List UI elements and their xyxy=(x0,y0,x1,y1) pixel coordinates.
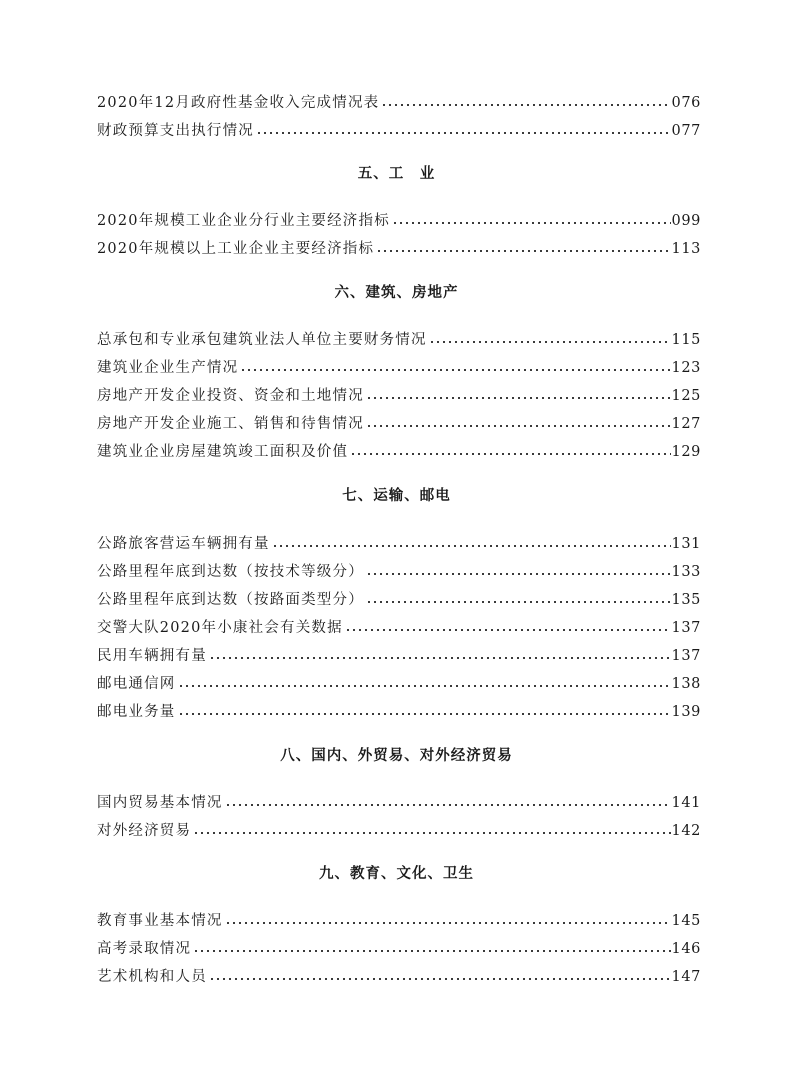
dot-leader xyxy=(225,920,671,926)
toc-entry-page: 146 xyxy=(671,941,701,957)
toc-entry-page: 077 xyxy=(671,123,701,139)
dot-leader xyxy=(381,102,670,108)
toc-entry xyxy=(97,964,701,986)
toc-entry-page: 127 xyxy=(671,416,701,432)
toc-entry-title: 国内贸易基本情况 xyxy=(97,795,223,811)
toc-entry-page: 129 xyxy=(671,444,701,460)
toc-entry-title: 2020年规模以上工业企业主要经济指标 xyxy=(97,241,375,257)
section-heading: 八、国内、外贸易、对外经济贸易 xyxy=(280,748,513,764)
toc-entry-title: 教育事业基本情况 xyxy=(97,913,223,929)
toc-entry-title: 建筑业企业生产情况 xyxy=(97,360,239,376)
toc-entry xyxy=(97,90,701,112)
dot-leader xyxy=(366,571,671,577)
toc-entry xyxy=(97,327,701,349)
dot-leader xyxy=(429,339,671,345)
section-heading: 五、工 业 xyxy=(357,166,436,182)
dot-leader xyxy=(366,423,671,429)
dot-leader xyxy=(225,802,671,808)
toc-entry-page: 137 xyxy=(671,620,701,636)
dot-leader xyxy=(178,683,671,689)
toc-entry xyxy=(97,439,701,461)
toc-entry xyxy=(97,531,701,553)
toc-entry-title: 财政预算支出执行情况 xyxy=(97,123,254,139)
toc-entry-page: 076 xyxy=(671,95,701,111)
toc-entry-title: 高考录取情况 xyxy=(97,941,192,957)
section-heading: 九、教育、文化、卫生 xyxy=(319,866,474,882)
toc-entry-title: 交警大队2020年小康社会有关数据 xyxy=(97,620,343,636)
toc-entry xyxy=(97,671,701,693)
dot-leader xyxy=(272,543,671,549)
toc-entry xyxy=(97,208,701,230)
toc-entry xyxy=(97,699,701,721)
toc-entry-page: 113 xyxy=(671,241,701,257)
dot-leader xyxy=(392,220,671,226)
toc-entry xyxy=(97,355,701,377)
toc-entry-title: 邮电业务量 xyxy=(97,704,176,720)
toc-entry-title: 民用车辆拥有量 xyxy=(97,648,207,664)
toc-entry xyxy=(97,818,701,840)
toc-entry-page: 133 xyxy=(671,564,701,580)
toc-entry xyxy=(97,790,701,812)
dot-leader xyxy=(376,248,670,254)
toc-entry xyxy=(97,936,701,958)
toc-entry-title: 公路里程年底到达数（按技术等级分） xyxy=(97,564,364,580)
toc-entry-page: 145 xyxy=(671,913,701,929)
toc-entry-title: 建筑业企业房屋建筑竣工面积及价值 xyxy=(97,444,349,460)
section-heading: 七、运输、邮电 xyxy=(342,488,451,504)
dot-leader xyxy=(178,711,671,717)
dot-leader xyxy=(256,130,671,136)
toc-entry xyxy=(97,411,701,433)
toc-entry-title: 艺术机构和人员 xyxy=(97,969,207,985)
toc-entry-page: 139 xyxy=(671,704,701,720)
dot-leader xyxy=(193,830,670,836)
toc-entry xyxy=(97,908,701,930)
toc-entry-page: 115 xyxy=(671,332,701,348)
toc-entry-title: 房地产开发企业投资、资金和土地情况 xyxy=(97,388,364,404)
toc-entry xyxy=(97,118,701,140)
toc-entry-page: 131 xyxy=(671,536,701,552)
toc-entry-title: 总承包和专业承包建筑业法人单位主要财务情况 xyxy=(97,332,427,348)
toc-entry-page: 123 xyxy=(671,360,701,376)
toc-entry xyxy=(97,383,701,405)
dot-leader xyxy=(193,948,670,954)
toc-entry-page: 142 xyxy=(671,823,701,839)
toc-entry-title: 房地产开发企业施工、销售和待售情况 xyxy=(97,416,364,432)
toc-entry xyxy=(97,236,701,258)
toc-entry-title: 邮电通信网 xyxy=(97,676,176,692)
toc-entry-page: 135 xyxy=(671,592,701,608)
toc-entry xyxy=(97,643,701,665)
dot-leader xyxy=(209,976,671,982)
toc-entry xyxy=(97,615,701,637)
dot-leader xyxy=(366,395,671,401)
toc-entry-title: 对外经济贸易 xyxy=(97,823,192,839)
toc-entry-page: 099 xyxy=(671,213,701,229)
toc-entry-page: 138 xyxy=(671,676,701,692)
section-heading: 六、建筑、房地产 xyxy=(334,285,459,301)
toc-entry-title: 2020年12月政府性基金收入完成情况表 xyxy=(97,95,380,111)
toc-entry xyxy=(97,587,701,609)
dot-leader xyxy=(209,655,671,661)
toc-entry-page: 147 xyxy=(671,969,701,985)
dot-leader xyxy=(240,367,670,373)
dot-leader xyxy=(345,627,671,633)
dot-leader xyxy=(350,451,670,457)
toc-entry-page: 125 xyxy=(671,388,701,404)
toc-entry-page: 137 xyxy=(671,648,701,664)
toc-entry-title: 公路旅客营运车辆拥有量 xyxy=(97,536,270,552)
toc-entry-page: 141 xyxy=(671,795,701,811)
toc-entry xyxy=(97,559,701,581)
dot-leader xyxy=(366,599,671,605)
toc-entry-title: 2020年规模工业企业分行业主要经济指标 xyxy=(97,213,390,229)
toc-entry-title: 公路里程年底到达数（按路面类型分） xyxy=(97,592,364,608)
